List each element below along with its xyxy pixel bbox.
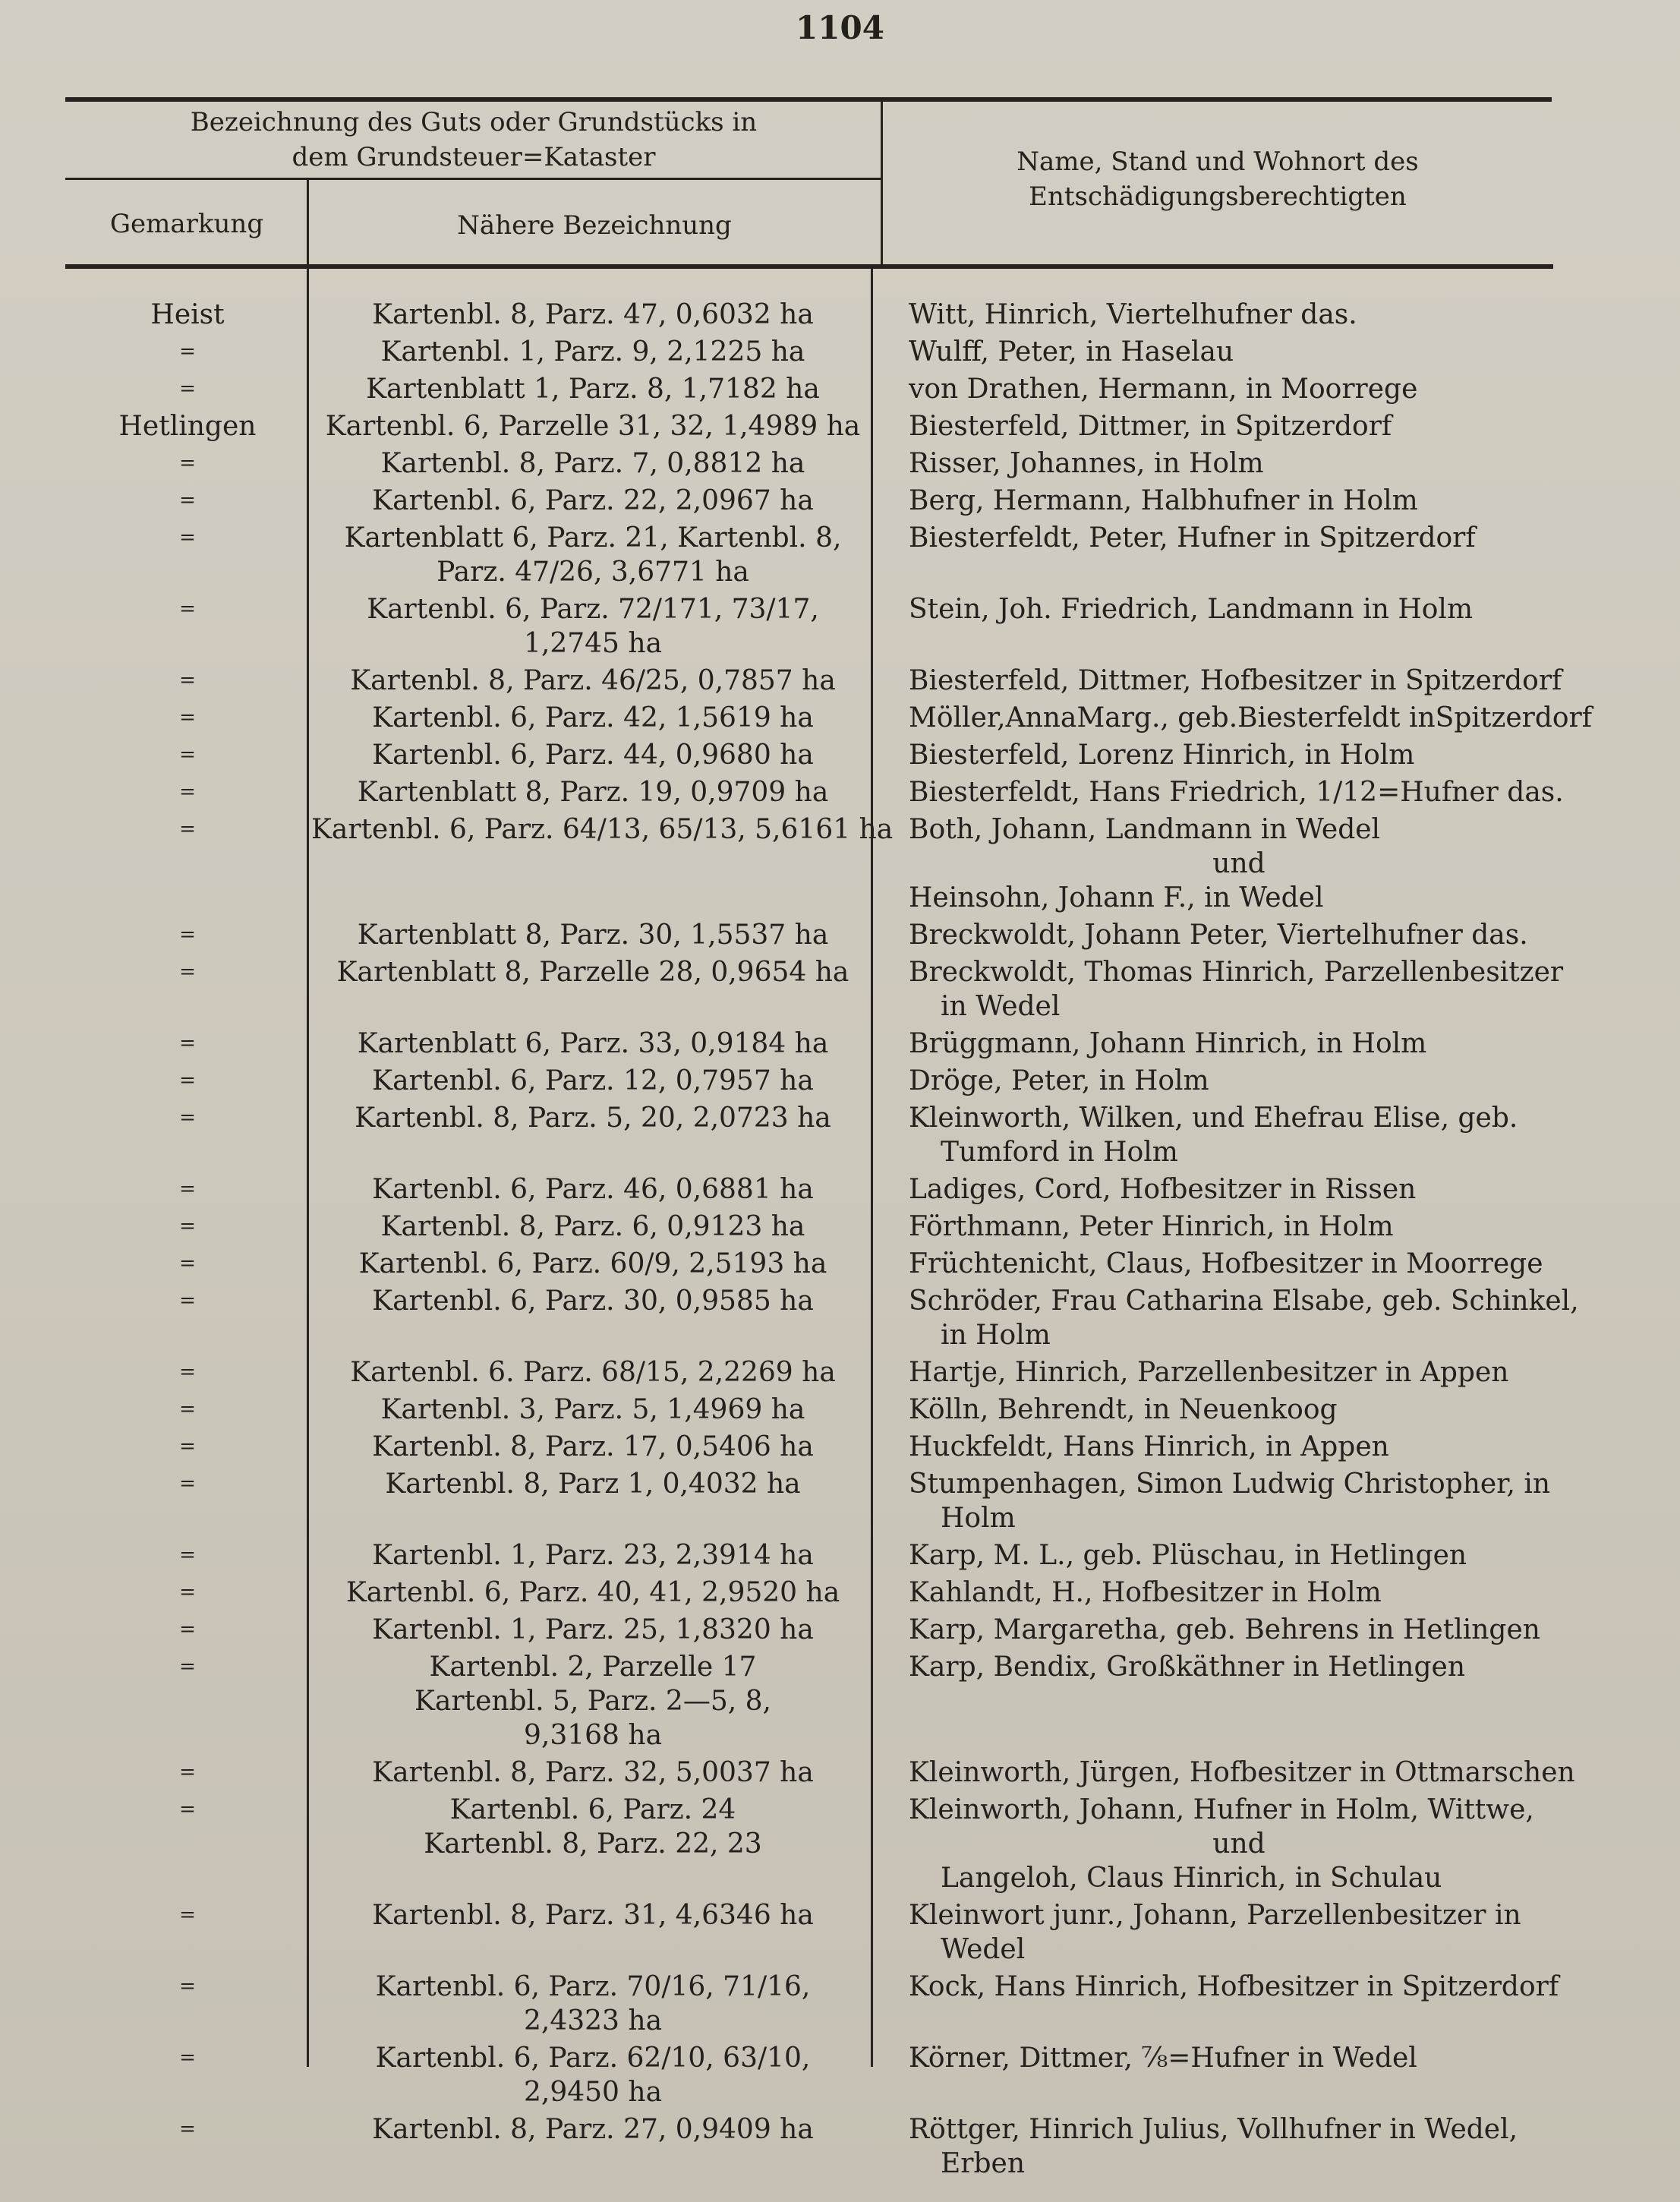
gemarkung-cell: = — [179, 1975, 196, 1998]
name-line: Wulff, Peter, in Haselau — [909, 336, 1234, 368]
gemarkung-cell: Heist — [150, 299, 225, 330]
name-cell — [909, 298, 1569, 332]
table-row — [0, 443, 1680, 481]
bezeichnung-line: Kartenbl. 6, Parz. 30, 0,9585 ha — [372, 1286, 814, 1317]
bezeichnung-line: Kartenbl. 8, Parz 1, 0,4032 ha — [385, 1469, 801, 1500]
name-line: Stumpenhagen, Simon Ludwig Christopher, in — [909, 1469, 1551, 1500]
bezeichnung-line: Kartenbl. 3, Parz. 5, 1,4969 ha — [380, 1394, 805, 1425]
table-row — [0, 406, 1680, 443]
name-cell — [909, 592, 1569, 626]
bezeichnung-cell — [311, 1650, 875, 1752]
table-row — [0, 1790, 1680, 1895]
gemarkung-cell: = — [179, 1761, 196, 1784]
name-cell — [909, 1898, 1569, 1967]
name-line: Hartje, Hinrich, Parzellenbesitzer in Appen — [909, 1357, 1509, 1388]
bezeichnung-line: Kartenblatt 1, Parz. 8, 1,7182 ha — [366, 374, 820, 405]
header-name-line2: Entschädigungsberechtigten — [1029, 181, 1407, 212]
table-row — [0, 481, 1680, 518]
gemarkung-cell: = — [179, 1289, 196, 1312]
name-line: Kleinworth, Wilken, und Ehefrau Elise, geb. — [909, 1103, 1518, 1134]
table-row — [0, 1895, 1680, 1967]
name-line: Berg, Hermann, Halbhufner in Holm — [909, 485, 1418, 516]
name-line: Körner, Dittmer, ⅞=Hufner in Wedel — [909, 2043, 1417, 2074]
name-cell — [909, 812, 1569, 915]
table-row — [0, 1752, 1680, 1790]
name-line: Biesterfeld, Dittmer, Hofbesitzer in Spitzerdorf — [909, 665, 1562, 696]
table-row — [0, 735, 1680, 772]
name-line: Förthmann, Peter Hinrich, in Holm — [909, 1211, 1394, 1242]
name-line: Holm — [941, 1503, 1016, 1534]
name-line: Tumford in Holm — [941, 1137, 1178, 1168]
gemarkung-cell: = — [179, 1069, 196, 1092]
bezeichnung-cell — [311, 592, 875, 661]
name-line: Biesterfeldt, Peter, Hufner in Spitzerdorf — [909, 522, 1476, 554]
table-row — [0, 1427, 1680, 1464]
bezeichnung-line: Kartenbl. 6, Parz. 40, 41, 2,9520 ha — [345, 1577, 840, 1608]
name-cell — [909, 1576, 1569, 1610]
name-cell — [909, 1650, 1569, 1684]
name-cell — [909, 1247, 1569, 1281]
bezeichnung-line: Kartenbl. 8, Parz. 17, 0,5406 ha — [372, 1431, 814, 1462]
gemarkung-cell: = — [179, 377, 196, 400]
bezeichnung-cell — [311, 335, 875, 369]
name-cell — [909, 1793, 1569, 1895]
table-row — [0, 1169, 1680, 1207]
name-line: Röttger, Hinrich Julius, Vollhufner in Wedel, — [909, 2114, 1518, 2145]
bezeichnung-cell — [311, 1970, 875, 2038]
bezeichnung-line: Kartenbl. 8, Parz. 46/25, 0,7857 ha — [350, 665, 836, 696]
header-bottom-rule — [65, 264, 1553, 269]
gemarkung-cell: = — [179, 961, 196, 983]
group-header-line2: dem Grundsteuer=Kataster — [292, 142, 656, 172]
table-row — [0, 698, 1680, 735]
bezeichnung-line: Kartenblatt 6, Parz. 21, Kartenbl. 8, — [344, 522, 842, 554]
bezeichnung-line: Kartenbl. 1, Parz. 25, 1,8320 ha — [372, 1614, 814, 1645]
bezeichnung-line: Kartenbl. 8, Parz. 27, 0,9409 ha — [372, 2114, 814, 2145]
header-name-stand-wohnort — [884, 144, 1552, 214]
name-cell — [909, 335, 1569, 369]
name-line: Biesterfeld, Dittmer, in Spitzerdorf — [909, 411, 1392, 442]
table-top-rule — [65, 97, 1552, 102]
bezeichnung-cell — [311, 775, 875, 809]
name-line: Brüggmann, Johann Hinrich, in Holm — [909, 1028, 1427, 1059]
table-row — [0, 915, 1680, 952]
gemarkung-cell: = — [179, 1361, 196, 1383]
bezeichnung-cell — [311, 1284, 875, 1318]
bezeichnung-line: Kartenbl. 8, Parz. 47, 0,6032 ha — [372, 299, 814, 330]
bezeichnung-line: Kartenbl. 2, Parzelle 17 — [429, 1652, 757, 1683]
gemarkung-cell: = — [179, 1215, 196, 1238]
table-row — [0, 1207, 1680, 1244]
bezeichnung-cell — [311, 298, 875, 332]
table-row — [0, 1610, 1680, 1647]
gemarkung-cell: = — [179, 669, 196, 692]
bezeichnung-cell — [311, 2041, 875, 2109]
name-cell — [909, 521, 1569, 555]
bezeichnung-line: Kartenbl. 8, Parz. 5, 20, 2,0723 ha — [355, 1103, 831, 1134]
table-row — [0, 295, 1680, 332]
name-line: Kock, Hans Hinrich, Hofbesitzer in Spitzerdorf — [909, 1971, 1559, 2002]
gemarkung-cell: = — [179, 489, 196, 512]
name-line: in Holm — [941, 1320, 1051, 1351]
name-cell — [909, 2041, 1569, 2075]
bezeichnung-cell — [311, 1898, 875, 1932]
name-line: Möller,AnnaMarg., geb.Biesterfeldt inSpitzerdorf — [909, 702, 1593, 733]
name-line: Karp, M. L., geb. Plüschau, in Hetlingen — [909, 1540, 1467, 1571]
gemarkung-cell: = — [179, 706, 196, 729]
bezeichnung-line: Kartenbl. 6, Parz. 42, 1,5619 ha — [372, 702, 814, 733]
table-row — [0, 772, 1680, 809]
bezeichnung-cell — [311, 409, 875, 443]
name-cell — [909, 1613, 1569, 1647]
gemarkung-cell: = — [179, 2046, 196, 2069]
table-row — [0, 589, 1680, 661]
bezeichnung-cell — [311, 1027, 875, 1061]
name-cell — [909, 918, 1569, 952]
bezeichnung-line: Kartenbl. 8, Parz. 22, 23 — [424, 1828, 762, 1860]
bezeichnung-cell — [311, 372, 875, 406]
bezeichnung-line: Kartenbl. 6, Parz. 12, 0,7957 ha — [372, 1065, 814, 1096]
gemarkung-cell: = — [179, 1618, 196, 1641]
bezeichnung-line: Kartenblatt 8, Parz. 30, 1,5537 ha — [357, 920, 829, 951]
bezeichnung-line: Parz. 47/26, 3,6771 ha — [437, 557, 749, 588]
column-divider-1 — [307, 179, 309, 266]
gemarkung-cell: = — [179, 1472, 196, 1495]
table-row — [0, 1535, 1680, 1573]
name-line: in Wedel — [941, 991, 1061, 1022]
bezeichnung-cell — [311, 484, 875, 518]
name-line: Huckfeldt, Hans Hinrich, in Appen — [909, 1431, 1389, 1462]
gemarkung-cell: = — [179, 452, 196, 475]
bezeichnung-cell — [311, 738, 875, 772]
table-row — [0, 332, 1680, 369]
bezeichnung-cell — [311, 2112, 875, 2147]
name-cell — [909, 446, 1569, 481]
name-cell — [909, 1393, 1569, 1427]
bezeichnung-line: Kartenbl. 6, Parz. 44, 0,9680 ha — [372, 740, 814, 771]
bezeichnung-cell — [311, 664, 875, 698]
name-cell — [909, 955, 1569, 1024]
bezeichnung-cell — [311, 1756, 875, 1790]
gemarkung-cell: = — [179, 598, 196, 620]
gemarkung-cell: = — [179, 1106, 196, 1129]
bezeichnung-cell — [311, 1430, 875, 1464]
table-row — [0, 369, 1680, 406]
gemarkung-cell: = — [179, 1252, 196, 1275]
group-header — [68, 105, 879, 175]
name-cell — [909, 1355, 1569, 1390]
bezeichnung-line: 2,9450 ha — [523, 2077, 663, 2108]
bezeichnung-line: 2,4323 ha — [523, 2005, 663, 2036]
gemarkung-cell: = — [179, 1435, 196, 1458]
header-name-line1: Name, Stand und Wohnort des — [1017, 147, 1419, 177]
name-line: Kleinworth, Jürgen, Hofbesitzer in Ottmarschen — [909, 1757, 1575, 1788]
bezeichnung-line: 1,2745 ha — [523, 628, 663, 659]
bezeichnung-line: Kartenbl. 6, Parz. 22, 2,0967 ha — [372, 485, 814, 516]
name-line: Kleinworth, Johann, Hufner in Holm, Wittwe, — [909, 1794, 1534, 1825]
bezeichnung-cell — [311, 1393, 875, 1427]
name-line: Stein, Joh. Friedrich, Landmann in Holm — [909, 594, 1474, 625]
table-row — [0, 1967, 1680, 2038]
table-row — [0, 952, 1680, 1024]
name-line: Langeloh, Claus Hinrich, in Schulau — [941, 1863, 1442, 1894]
table-row — [0, 518, 1680, 589]
name-line: Kölln, Behrendt, in Neuenkoog — [909, 1394, 1338, 1425]
bezeichnung-line: Kartenbl. 8, Parz. 32, 5,0037 ha — [372, 1757, 814, 1788]
name-line: Biesterfeld, Lorenz Hinrich, in Holm — [909, 740, 1415, 771]
name-cell — [909, 701, 1593, 735]
name-line: Karp, Bendix, Großkäthner in Hetlingen — [909, 1652, 1466, 1683]
bezeichnung-cell — [311, 1247, 875, 1281]
bezeichnung-cell — [311, 1576, 875, 1610]
table-row — [0, 1024, 1680, 1061]
name-line: von Drathen, Hermann, in Moorrege — [909, 374, 1418, 405]
bezeichnung-line: Kartenbl. 6, Parz. 60/9, 2,5193 ha — [358, 1248, 827, 1279]
bezeichnung-cell — [311, 1101, 875, 1135]
bezeichnung-line: Kartenblatt 6, Parz. 33, 0,9184 ha — [357, 1028, 829, 1059]
bezeichnung-line: Kartenbl. 1, Parz. 9, 2,1225 ha — [380, 336, 805, 368]
bezeichnung-line: Kartenbl. 1, Parz. 23, 2,3914 ha — [372, 1540, 814, 1571]
table-row — [0, 1352, 1680, 1390]
gemarkung-cell: = — [179, 743, 196, 766]
bezeichnung-line: Kartenbl. 5, Parz. 2—5, 8, — [414, 1686, 771, 1717]
gemarkung-cell: = — [179, 1798, 196, 1821]
name-line: Biesterfeldt, Hans Friedrich, 1/12=Hufner das. — [909, 777, 1564, 808]
group-header-rule — [65, 178, 882, 180]
gemarkung-cell: = — [179, 923, 196, 946]
gemarkung-cell: = — [179, 818, 196, 841]
name-line: Erben — [941, 2148, 1026, 2179]
name-line: Ladiges, Cord, Hofbesitzer in Rissen — [909, 1174, 1417, 1205]
name-cell — [909, 1970, 1569, 2004]
bezeichnung-cell — [311, 1064, 875, 1098]
gemarkung-cell: = — [179, 781, 196, 803]
name-line: Breckwoldt, Thomas Hinrich, Parzellenbesitzer — [909, 957, 1564, 988]
gemarkung-cell: = — [179, 1544, 196, 1566]
header-gemarkung: Gemarkung — [109, 209, 264, 239]
group-header-line1: Bezeichnung des Guts oder Grundstücks in — [190, 107, 758, 137]
table-row — [0, 1573, 1680, 1610]
bezeichnung-cell — [311, 1210, 875, 1244]
bezeichnung-cell — [311, 1793, 875, 1861]
bezeichnung-cell — [311, 701, 875, 735]
name-cell — [909, 1756, 1575, 1790]
bezeichnung-cell — [311, 918, 875, 952]
name-line: Kahlandt, H., Hofbesitzer in Holm — [909, 1577, 1382, 1608]
name-cell — [909, 1210, 1569, 1244]
bezeichnung-line: Kartenbl. 6, Parz. 62/10, 63/10, — [375, 2043, 811, 2074]
bezeichnung-line: Kartenbl. 6, Parz. 64/13, 65/13, 5,6161 ha — [311, 814, 894, 845]
name-cell — [909, 664, 1569, 698]
table-row — [0, 661, 1680, 698]
name-line: und — [1212, 1828, 1266, 1860]
table-row — [0, 1390, 1680, 1427]
name-line: Heinsohn, Johann F., in Wedel — [909, 882, 1324, 913]
gemarkung-cell: = — [179, 1032, 196, 1055]
bezeichnung-line: 9,3168 ha — [523, 1720, 663, 1751]
bezeichnung-line: Kartenbl. 8, Parz. 31, 4,6346 ha — [372, 1900, 814, 1931]
name-cell — [909, 1027, 1569, 1061]
bezeichnung-line: Kartenbl. 6, Parzelle 31, 32, 1,4989 ha — [325, 411, 861, 442]
name-cell — [909, 1430, 1569, 1464]
table-row — [0, 2109, 1680, 2181]
name-cell — [909, 738, 1569, 772]
name-cell — [909, 1101, 1569, 1169]
bezeichnung-line: Kartenbl. 6, Parz. 24 — [449, 1794, 736, 1825]
name-cell — [909, 2112, 1569, 2181]
bezeichnung-cell — [311, 446, 875, 481]
name-cell — [909, 409, 1569, 443]
bezeichnung-cell — [311, 521, 875, 589]
name-line: Witt, Hinrich, Viertelhufner das. — [909, 299, 1357, 330]
name-line: Dröge, Peter, in Holm — [909, 1065, 1209, 1096]
name-cell — [909, 1467, 1569, 1535]
bezeichnung-line: Kartenbl. 8, Parz. 6, 0,9123 ha — [380, 1211, 805, 1242]
bezeichnung-cell — [311, 812, 894, 847]
table-row — [0, 1098, 1680, 1169]
bezeichnung-line: Kartenblatt 8, Parz. 19, 0,9709 ha — [357, 777, 829, 808]
gemarkung-cell: = — [179, 340, 196, 363]
name-cell — [909, 775, 1569, 809]
bezeichnung-line: Kartenbl. 6, Parz. 72/171, 73/17, — [367, 594, 819, 625]
gemarkung-cell: = — [179, 526, 196, 549]
name-line: Früchtenicht, Claus, Hofbesitzer in Moorrege — [909, 1248, 1543, 1279]
header-naehere-bezeichnung: Nähere Bezeichnung — [457, 210, 732, 241]
bezeichnung-cell — [311, 955, 875, 989]
table-row — [0, 1464, 1680, 1535]
bezeichnung-line: Kartenbl. 8, Parz. 7, 0,8812 ha — [380, 448, 805, 479]
gemarkung-cell: = — [179, 2118, 196, 2140]
gemarkung-cell: = — [179, 1655, 196, 1678]
name-cell — [909, 1172, 1569, 1207]
bezeichnung-cell — [311, 1355, 875, 1390]
bezeichnung-line: Kartenbl. 6, Parz. 46, 0,6881 ha — [372, 1174, 814, 1205]
bezeichnung-cell — [311, 1467, 875, 1501]
bezeichnung-cell — [311, 1538, 875, 1573]
gemarkung-cell: = — [179, 1581, 196, 1604]
name-cell — [909, 484, 1569, 518]
table-row — [0, 809, 1680, 915]
gemarkung-cell: Hetlingen — [118, 411, 257, 442]
bezeichnung-line: Kartenblatt 8, Parzelle 28, 0,9654 ha — [336, 957, 849, 988]
bezeichnung-line: Kartenbl. 6, Parz. 70/16, 71/16, — [375, 1971, 811, 2002]
table-row — [0, 1244, 1680, 1281]
name-line: Breckwoldt, Johann Peter, Viertelhufner das. — [909, 920, 1528, 951]
bezeichnung-cell — [311, 1613, 875, 1647]
page-number: 1104 — [796, 9, 884, 46]
bezeichnung-cell — [311, 1172, 875, 1207]
name-line: Both, Johann, Landmann in Wedel — [909, 814, 1381, 845]
name-cell — [909, 372, 1569, 406]
name-cell — [909, 1284, 1579, 1352]
name-line: Karp, Margaretha, geb. Behrens in Hetlingen — [909, 1614, 1540, 1645]
name-line: Wedel — [941, 1934, 1026, 1965]
name-line: Schröder, Frau Catharina Elsabe, geb. Schinkel, — [909, 1286, 1579, 1317]
table-row — [0, 1647, 1680, 1752]
gemarkung-cell: = — [179, 1178, 196, 1200]
name-cell — [909, 1064, 1569, 1098]
table-row — [0, 1281, 1680, 1352]
column-divider-2 — [881, 102, 883, 266]
table-body — [0, 295, 1680, 2181]
name-cell — [909, 1538, 1569, 1573]
table-row — [0, 2038, 1680, 2109]
name-line: Risser, Johannes, in Holm — [909, 448, 1264, 479]
name-line: und — [1212, 848, 1266, 879]
gemarkung-cell: = — [179, 1398, 196, 1421]
table-row — [0, 1061, 1680, 1098]
bezeichnung-line: Kartenbl. 6. Parz. 68/15, 2,2269 ha — [350, 1357, 836, 1388]
gemarkung-cell: = — [179, 1904, 196, 1926]
name-line: Kleinwort junr., Johann, Parzellenbesitzer in — [909, 1900, 1521, 1931]
